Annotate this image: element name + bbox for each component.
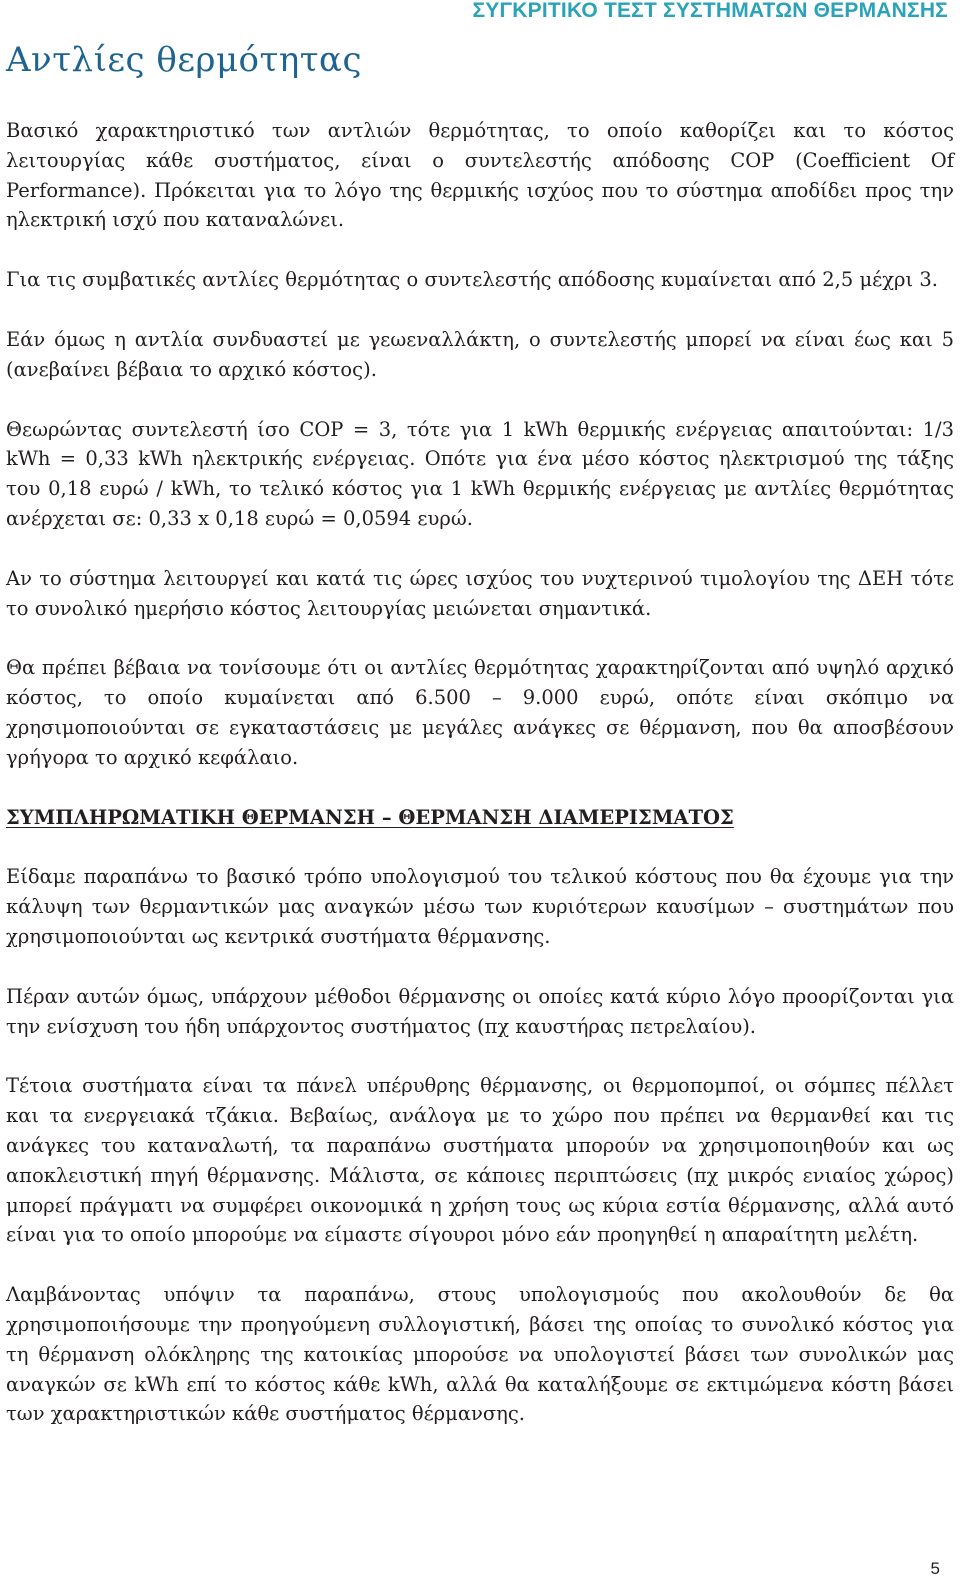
paragraph-summary: Είδαμε παραπάνω το βασικό τρόπο υπολογισμού του τελικού κόστους που θα έχουμε για την κάλυψη των θερμαντικών μας αναγκών μέσω των κυριότερων καυσίμων – συστημάτων που χρησιμοποιούνται ως κεντρικά συστήματα θέρμανσης. xyxy=(6,865,954,948)
page-number: 5 xyxy=(930,1559,940,1578)
paragraph-supplementary-systems: Τέτοια συστήματα είναι τα πάνελ υπέρυθρης θέρμανσης, οι θερμοπομποί, οι σόμπες πέλλετ και τα ενεργειακά τζάκια. Βεβαίως, ανάλογα με το χώρο που πρέπει να θερμανθεί και τις ανάγκες του καταναλωτή, τα παραπάνω συστήματα μπορούν να χρησιμοποιηθούν και ως αποκλειστική πηγή θέρμανσης. Μάλιστα, σε κάποιες περιπτώσεις (πχ μικρός ενιαίος χώρος) μπορεί πράγματι να συμφέρει οικονομικά η χρήση τους ως κύρια εστία θέρμανσης, αλλά αυτό είναι για το οποίο μπορούμε να είμαστε σίγουροι μόνο εάν προηγηθεί η απαραίτητη μελέτη. xyxy=(6,1074,954,1247)
paragraph-cost-calculation: Θεωρώντας συντελεστή ίσο COP = 3, τότε για 1 kWh θερμικής ενέργειας απαιτούνται: 1/3 kWh = 0,33 kWh ηλεκτρικής ενέργειας. Οπότε για ένα μέσο κόστος ηλεκτρισμού της τάξης του 0,18 ευρώ / kWh, το τελικό κόστος για 1 kWh θερμικής ενέργειας με αντλίες θερμότητας ανέρχεται σε: 0,33 x 0,18 ευρώ = 0,0594 ευρώ. xyxy=(6,417,954,530)
paragraph-calculation-approach: Λαμβάνοντας υπόψιν τα παραπάνω, στους υπολογισμούς που ακολουθούν δε θα χρησιμοποιήσουμε την προηγούμενη συλλογιστική, βάσει της οποίας το συνολικό κόστος για τη θέρμανση ολόκληρης της κατοικίας μπορούσε να υπολογιστεί βάσει των συνολικών μας αναγκών σε kWh επί το κόστος κάθε kWh, αλλά θα καταλήξουμε σε εκτιμώμενα κόστη βάσει των χαρακτηριστικών κάθε συστήματος θέρμανσης. xyxy=(6,1283,954,1426)
paragraph-geothermal-cop: Εάν όμως η αντλία συνδυαστεί με γεωεναλλάκτη, ο συντελεστής μπορεί να είναι έως και 5 (ανεβαίνει βέβαια το αρχικό κόστος). xyxy=(6,327,954,381)
paragraph-cop-definition: Βασικό χαρακτηριστικό των αντλιών θερμότητας, το οποίο καθορίζει και το κόστος λειτουργίας κάθε συστήματος, είναι ο συντελεστής απόδοσης COP (Coefficient Of Performance). Πρόκειται για το λόγο της θερμικής ισχύος που το σύστημα αποδίδει προς την ηλεκτρική ισχύ που καταναλώνει. xyxy=(6,119,954,232)
paragraph-supplementary-methods: Πέραν αυτών όμως, υπάρχουν μέθοδοι θέρμανσης οι οποίες κατά κύριο λόγο προορίζονται για την ενίσχυση του ήδη υπάρχοντος συστήματος (πχ καυστήρας πετρελαίου). xyxy=(6,984,954,1038)
running-header: ΣΥΓΚΡΙΤΙΚΟ ΤΕΣΤ ΣΥΣΤΗΜΑΤΩΝ ΘΕΡΜΑΝΣΗΣ xyxy=(472,0,948,22)
page-title: Αντλίες θερμότητας xyxy=(6,40,363,80)
document-body xyxy=(6,116,954,1459)
paragraph-initial-cost: Θα πρέπει βέβαια να τονίσουμε ότι οι αντλίες θερμότητας χαρακτηρίζονται από υψηλό αρχικό κόστος, το οποίο κυμαίνεται από 6.500 – 9.000 ευρώ, οπότε είναι σκόπιμο να χρησιμοποιούνται σε εγκαταστάσεις με μεγάλες ανάγκες σε θέρμανση, που θα αποσβέσουν γρήγορα το αρχικό κεφάλαιο. xyxy=(6,656,954,769)
paragraph-night-tariff: Αν το σύστημα λειτουργεί και κατά τις ώρες ισχύος του νυχτερινού τιμολογίου της ΔΕΗ τότε το συνολικό ημερήσιο κόστος λειτουργίας μειώνεται σημαντικά. xyxy=(6,566,954,620)
paragraph-conventional-cop: Για τις συμβατικές αντλίες θερμότητας ο συντελεστής απόδοσης κυμαίνεται από 2,5 μέχρι 3. xyxy=(6,268,938,292)
section-heading: ΣΥΜΠΛΗΡΩΜΑΤΙΚΗ ΘΕΡΜΑΝΣΗ – ΘΕΡΜΑΝΣΗ ΔΙΑΜΕΡΙΣΜΑΤΟΣ xyxy=(6,805,734,829)
